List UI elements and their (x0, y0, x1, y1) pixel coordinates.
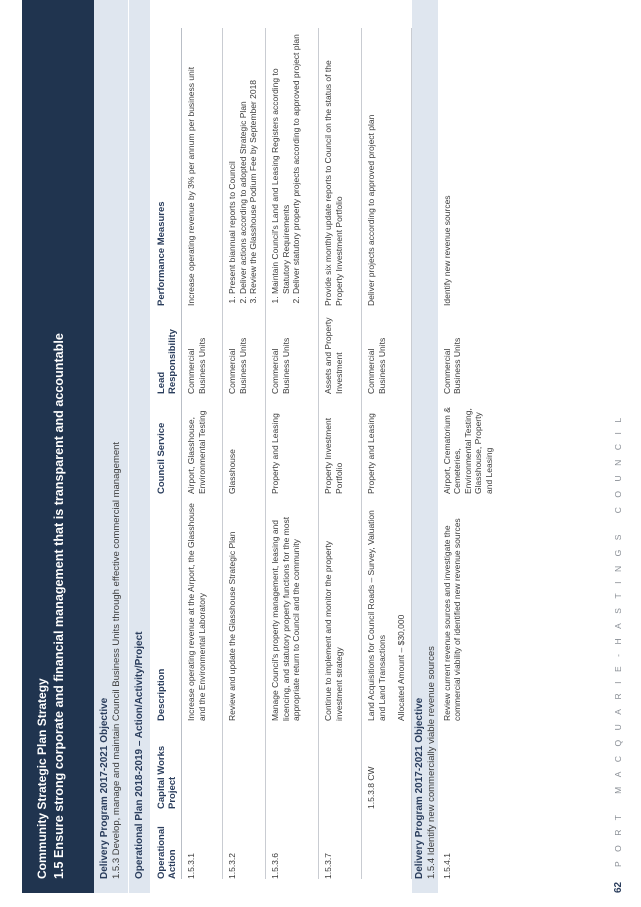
lead-cell: Commercial Business Units (362, 306, 412, 394)
description-cell: Manage Council's property management, leasing and licencing, and statutory property functions for the most appropriate return to Council and the community (266, 494, 319, 721)
table-row (266, 28, 319, 879)
program-objective-1 (94, 0, 128, 893)
operational-plan-band (128, 0, 150, 893)
description-cell: Review current revenue sources and investigate the commercial viability of identified new revenue sources (441, 518, 462, 721)
page-number: 62 (612, 881, 624, 893)
table-row (319, 28, 362, 879)
plan-content (22, 0, 582, 893)
service-cell: Airport, Glasshouse, Environmental Testing (182, 394, 223, 494)
action-cell: 1.5.3.2 (223, 809, 266, 879)
action-cell: 1.5.3.6 (266, 809, 319, 879)
description-cell: Review and update the Glasshouse Strategic Plan (223, 494, 266, 721)
service-cell: Airport, Crematorium & Cemeteries, Environmental Testing, Glasshouse, Property and Leasing (441, 407, 494, 494)
lead-cell: Commercial Business Units (223, 306, 266, 394)
measures-list (270, 34, 302, 306)
measures-cell (266, 28, 319, 306)
actions-table-2 (438, 28, 499, 879)
measures-cell: Deliver projects according to approved project plan (362, 28, 412, 306)
col-header-capital: Capital Works Project (150, 721, 182, 809)
program-title-1: Delivery Program 2017-2021 Objective (99, 697, 110, 879)
operational-plan-title: Operational Plan 2018-2019 – Action/Activity/Project (134, 631, 145, 879)
measures-cell (223, 28, 266, 306)
measure-item: 2. Deliver statutory property projects according to approved project plan (291, 34, 302, 294)
action-cell (362, 809, 412, 879)
capital-cell: 1.5.3.8 CW (362, 721, 412, 809)
col-header-description: Description (150, 494, 182, 721)
col-header-service: Council Service (150, 394, 182, 494)
strategy-title: 1.5 Ensure strong corporate and financial management that is transparent and accountable (52, 333, 66, 879)
description-text: Land Acquisitions for Council Roads – Survey, Valuation and Land Transactions (366, 510, 387, 721)
service-cell: Glasshouse (223, 394, 266, 494)
program-objective-2 (412, 0, 438, 893)
table-row (182, 28, 223, 879)
capital-cell (319, 721, 362, 809)
allocated-amount: Allocated Amount – $30,000 (396, 614, 406, 721)
service-cell: Property and Leasing (362, 394, 412, 494)
program-objective-text-1: 1.5.3 Develop, manage and maintain Council Business Units through effective commercial management (111, 441, 122, 879)
strategy-label: Community Strategic Plan Strategy (35, 678, 49, 879)
action-cell: 1.5.3.7 (319, 809, 362, 879)
lead-cell: Commercial Business Units (182, 306, 223, 394)
program-title-2: Delivery Program 2017-2021 Objective (413, 697, 425, 879)
capital-cell (266, 721, 319, 809)
measures-cell: Increase operating revenue by 3% per annum per business unit (182, 28, 223, 306)
description-cell: Continue to implement and monitor the property investment strategy (319, 494, 362, 721)
strategy-header (22, 0, 94, 893)
page-footer (606, 293, 630, 893)
action-cell: 1.5.3.1 (182, 809, 223, 879)
actions-table (150, 28, 412, 879)
lead-cell: Commercial Business Units (441, 337, 462, 394)
measure-item: 1. Maintain Council's Land and Leasing Registers according to Statutory Requirements (270, 34, 291, 294)
measures-list (227, 34, 259, 306)
measures-cell: Identify new revenue sources (441, 195, 452, 306)
council-name: PORT MACQUARIE-HASTINGS COUNCIL (613, 408, 623, 867)
capital-cell (223, 721, 266, 809)
service-cell: Property and Leasing (266, 394, 319, 494)
action-cell: 1.5.4.1 (441, 853, 452, 879)
lead-cell: Assets and Property Investment (319, 306, 362, 394)
program-objective-text-2: 1.5.4 Identify new commercially viable revenue sources (425, 646, 437, 879)
service-cell: Property Investment Portfolio (319, 394, 362, 494)
table-row (438, 28, 499, 879)
description-cell (362, 494, 412, 721)
table-row (362, 28, 412, 879)
col-header-measures: Performance Measures (150, 28, 182, 306)
lead-cell: Commercial Business Units (266, 306, 319, 394)
col-header-action: Operational Action (150, 809, 182, 879)
description-cell: Increase operating revenue at the Airport, the Glasshouse and the Environmental Laboratory (182, 494, 223, 721)
capital-cell (182, 721, 223, 809)
measure-item: 3. Review the Glasshouse Podium Fee by September 2018 (248, 34, 259, 294)
capital-cell (438, 721, 499, 809)
col-header-lead: Lead Responsibility (150, 306, 182, 394)
table-header-row (150, 28, 182, 879)
measures-cell: Provide six monthly update reports to Council on the status of the Property Investment Portfolio (319, 28, 362, 306)
measure-item: 2. Deliver actions according to adopted Strategic Plan (238, 34, 249, 294)
table-row (223, 28, 266, 879)
measure-item: 1. Present biannual reports to Council (227, 34, 238, 294)
